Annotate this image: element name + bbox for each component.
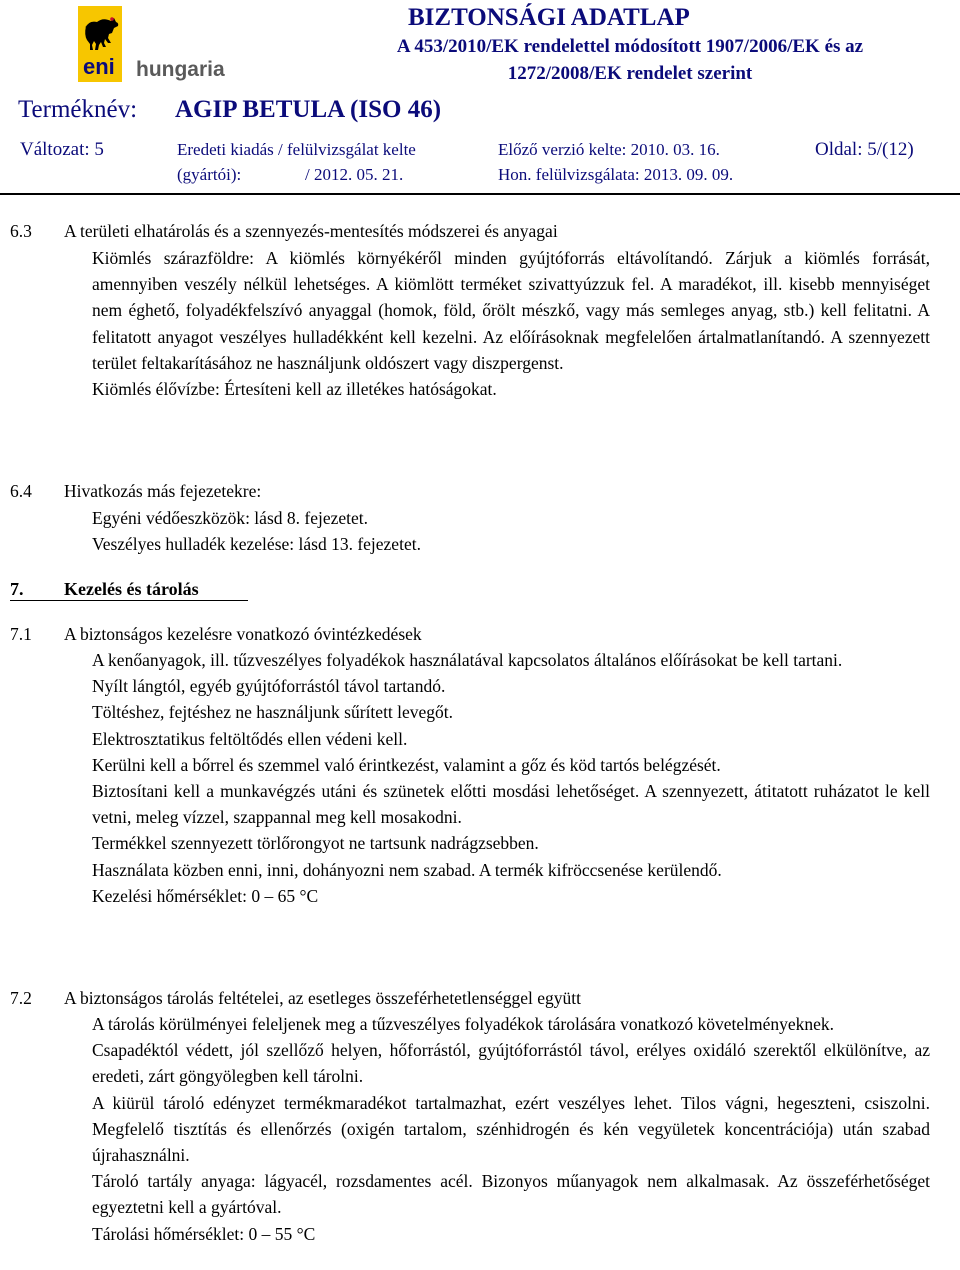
paragraph: Veszélyes hulladék kezelése: lásd 13. fejezetet. [92, 534, 421, 555]
section-title: A biztonságos kezelésre vonatkozó óvintézkedések [64, 624, 422, 644]
paragraph: A kiürül tároló edényzet termékmaradékot tartalmazhat, ezért veszélyes lehet. Tilos vágni, hegeszteni, csiszolni. Megfelelő tisztítás és ellenőrzés (oxigén tartalom, szénhidrogén és kén vegyületek koncentrációja) után szabad újrahasználni. [92, 1092, 930, 1166]
section-title: A biztonságos tárolás feltételei, az esetleges összeférhetetlenséggel együtt [64, 988, 582, 1008]
logo-hungaria-text: hungaria [136, 58, 225, 81]
revision-date: Hon. felülvizsgálata: 2013. 09. 09. [498, 165, 734, 184]
original-issue-label: Eredeti kiadás / felülvizsgálat kelte [177, 140, 416, 159]
section-number: 6.4 [10, 481, 32, 501]
paragraph: Egyéni védőeszközök: lásd 8. fejezetet. [92, 508, 369, 528]
paragraph: Tároló tartály anyaga: lágyacél, rozsdamentes acél. Bizonyos műanyagok nem alkalmasak. Az összeférhetőséget egyeztetni kell a gyártóval. [92, 1171, 930, 1218]
paragraph: Tárolási hőmérséklet: 0 – 55 °C [92, 1223, 316, 1244]
paragraph: Csapadéktól védett, jól szellőző helyen, hőforrástól, gyújtóforrástól távol, erélyes oxidáló szerektől elkülönítve, az eredeti, zárt göngyölegben kell tárolni. [92, 1040, 930, 1087]
section-title: Kezelés és tárolás [64, 579, 199, 599]
previous-version-date: Előző verzió kelte: 2010. 03. 16. [498, 140, 720, 159]
section-6-3-text [92, 245, 930, 402]
section-number: 7. [10, 579, 24, 599]
section-title: A területi elhatárolás és a szennyezés-mentesítés módszerei és anyagai [64, 221, 558, 241]
paragraph: Kerülni kell a bőrrel és szemmel való érintkezést, valamint a gőz és köd tartós belégzését. [92, 754, 721, 775]
paragraph: A kenőanyagok, ill. tűzveszélyes folyadékok használatával kapcsolatos általános előírásokat be kell tartani. [92, 650, 843, 670]
product-name-label: Terméknév: [18, 96, 138, 123]
logo-eni-text: eni [83, 54, 115, 79]
paragraph: Nyílt lángtól, egyéb gyújtóforrástól távol tartandó. [92, 676, 446, 697]
original-issue-label-2: (gyártói): [177, 165, 242, 184]
section-title: Hivatkozás más fejezetekre: [64, 481, 262, 501]
paragraph: Biztosítani kell a munkavégzés utáni és szünetek előtti mosdási lehetőséget. A szennyezett, átitatott ruházatot le kell vetni, meleg vízzel, szappannal meg kell mosakodni. [92, 781, 930, 828]
eni-hungaria-logo [78, 6, 238, 94]
paragraph: Kiömlés szárazföldre: A kiömlés környékéről minden gyújtóforrás eltávolítandó. Zárjuk a kiömlés forrását, amennyiben veszély nélkül lehetséges. A kiömlött terméket szivattyúzzuk fel. A maradékot, ill. kisebb mennyiséget nem éghető, folyadékfelszívó anyaggal (homok, föld, őrölt mészkő, vagy más semleges anyag, stb.) kell felitatni. A felitatott anyagot veszélyes hulladékként kell kezelni. Az előírásoknak megfelelően ártalmatlanítandó. A szennyezett terület feltakarításához ne használjunk oldószert vagy diszpergenst. [92, 248, 930, 373]
section-7-1-text [92, 647, 930, 909]
document-subtitle-line1: A 453/2010/EK rendelettel módosított 1907/2006/EK és az [396, 36, 864, 57]
section-6-4-text [92, 505, 930, 557]
original-issue-date: / 2012. 05. 21. [305, 165, 404, 184]
product-name: AGIP BETULA (ISO 46) [175, 96, 442, 123]
page-number: Oldal: 5/(12) [815, 139, 914, 160]
header-divider [0, 193, 960, 195]
paragraph: Elektrosztatikus feltöltődés ellen védeni kell. [92, 728, 408, 749]
paragraph: Használata közben enni, inni, dohányozni nem szabad. A termék kifröccsenése kerülendő. [92, 859, 722, 880]
section-7-2-text [92, 1011, 930, 1247]
paragraph: Kiömlés élővízbe: Értesíteni kell az illetékes hatóságokat. [92, 379, 497, 400]
paragraph: Kezelési hőmérséklet: 0 – 65 °C [92, 885, 319, 906]
version: Változat: 5 [20, 139, 104, 160]
paragraph: Töltéshez, fejtéshez ne használjunk sűrített levegőt. [92, 702, 454, 723]
paragraph: A tárolás körülményei feleljenek meg a tűzveszélyes folyadékok tárolására vonatkozó követelményeknek. [92, 1014, 835, 1034]
section-number: 6.3 [10, 221, 32, 241]
section-7-heading [10, 576, 248, 601]
section-number: 7.2 [10, 988, 32, 1008]
document-subtitle-line2: 1272/2008/EK rendelet szerint [507, 63, 753, 84]
section-number: 7.1 [10, 624, 32, 644]
document-title: BIZTONSÁGI ADATLAP [408, 4, 690, 31]
paragraph: Termékkel szennyezett törlőrongyot ne tartsunk nadrágzsebben. [92, 833, 539, 854]
